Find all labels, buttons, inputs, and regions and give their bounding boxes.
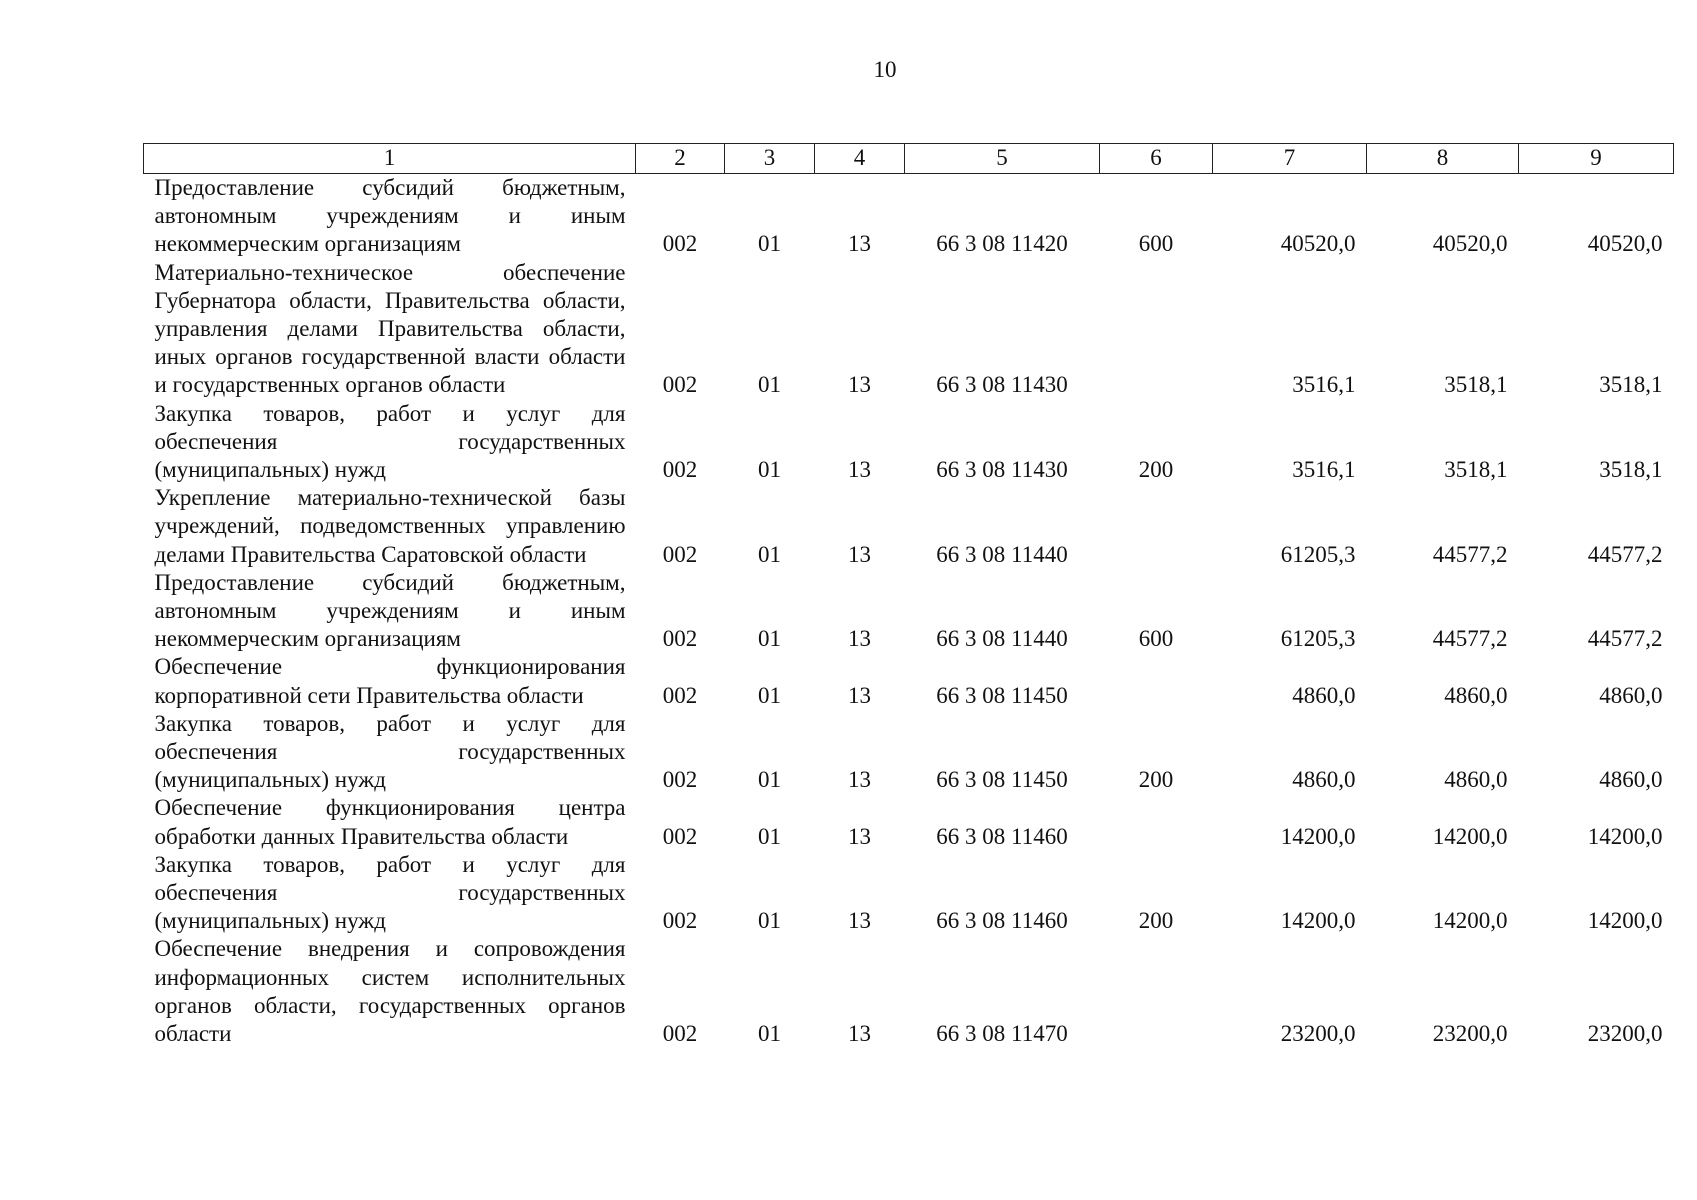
row-value-7: 3516,1 (1292, 372, 1356, 398)
row-value-7: 4860,0 (1292, 682, 1356, 708)
row-value-8: 3518,1 (1444, 372, 1508, 398)
row-section: 01 (758, 457, 781, 483)
table-row (144, 710, 1674, 795)
row-code: 002 (662, 541, 698, 567)
row-value-9: 44577,2 (1587, 541, 1663, 567)
row-name: Обеспечение внедрения и сопровождения информационных систем исполнительных органов области, государственных органов области (154, 936, 626, 1047)
row-name: Закупка товаров, работ и услуг для обеспечения государственных (муниципальных) нужд (154, 400, 626, 483)
row-subsection: 13 (848, 372, 871, 398)
row-value-7: 14200,0 (1280, 823, 1356, 849)
row-value-7: 40520,0 (1280, 231, 1356, 257)
row-section: 01 (758, 1021, 781, 1047)
row-name: Обеспечение функционирования центра обработки данных Правительства области (154, 795, 626, 849)
row-target: 66 3 08 11420 (936, 231, 1068, 257)
row-name: Закупка товаров, работ и услуг для обеспечения государственных (муниципальных) нужд (154, 710, 626, 793)
row-value-7: 61205,3 (1280, 541, 1356, 567)
row-type: 600 (1138, 626, 1174, 652)
row-subsection: 13 (848, 823, 871, 849)
table-row (144, 259, 1674, 400)
table-row (144, 174, 1674, 259)
row-value-9: 40520,0 (1587, 231, 1663, 257)
row-subsection: 13 (848, 682, 871, 708)
row-name: Укрепление материально-технической базы учреждений, подведомственных управлению делами Правительства Саратовской области (154, 485, 626, 567)
row-name: Закупка товаров, работ и услуг для обеспечения государственных (муниципальных) нужд (154, 851, 626, 934)
page-number: 10 (873, 57, 897, 82)
column-header: 4 (815, 144, 905, 174)
row-type (1100, 484, 1213, 569)
row-section: 01 (758, 541, 781, 567)
row-value-9: 14200,0 (1587, 908, 1663, 934)
row-section: 01 (758, 372, 781, 398)
row-value-8: 4860,0 (1444, 682, 1508, 708)
row-code: 002 (662, 823, 698, 849)
row-section: 01 (758, 823, 781, 849)
table-row (144, 935, 1674, 1048)
row-type: 600 (1138, 231, 1174, 257)
row-target: 66 3 08 11440 (936, 541, 1068, 567)
row-type: 200 (1138, 767, 1174, 793)
column-number-header (144, 144, 1674, 174)
row-value-9: 4860,0 (1599, 767, 1663, 793)
row-value-8: 40520,0 (1432, 231, 1508, 257)
row-type (1100, 259, 1213, 400)
row-name: Обеспечение функционирования корпоративной сети Правительства области (154, 654, 626, 708)
row-type (1100, 935, 1213, 1048)
row-value-9: 4860,0 (1599, 682, 1663, 708)
column-header: 7 (1213, 144, 1367, 174)
row-type (1100, 794, 1213, 850)
table-row (144, 400, 1674, 485)
row-target: 66 3 08 11430 (936, 457, 1068, 483)
row-code: 002 (662, 767, 698, 793)
row-value-7: 61205,3 (1280, 626, 1356, 652)
budget-table (143, 143, 1674, 1048)
row-subsection: 13 (848, 457, 871, 483)
row-value-7: 23200,0 (1280, 1021, 1356, 1047)
column-header: 3 (725, 144, 815, 174)
row-section: 01 (758, 231, 781, 257)
row-code: 002 (662, 372, 698, 398)
row-value-9: 3518,1 (1599, 457, 1663, 483)
row-name: Предоставление субсидий бюджетным, автономным учреждениям и иным некоммерческим организациям (154, 569, 626, 652)
row-name: Материально-техническое обеспечение Губернатора области, Правительства области, управления делами Правительства области, иных органов государственной власти области и государственных органов области (154, 259, 626, 398)
row-value-8: 23200,0 (1432, 1021, 1508, 1047)
row-subsection: 13 (848, 626, 871, 652)
row-value-8: 14200,0 (1432, 908, 1508, 934)
table-row (144, 653, 1674, 709)
column-header: 1 (144, 144, 636, 174)
row-subsection: 13 (848, 231, 871, 257)
row-code: 002 (662, 457, 698, 483)
row-target: 66 3 08 11470 (936, 1021, 1068, 1047)
row-value-9: 44577,2 (1587, 626, 1663, 652)
row-target: 66 3 08 11450 (936, 682, 1068, 708)
row-target: 66 3 08 11460 (936, 823, 1068, 849)
table-row (144, 794, 1674, 850)
row-target: 66 3 08 11440 (936, 626, 1068, 652)
row-target: 66 3 08 11450 (936, 767, 1068, 793)
row-section: 01 (758, 767, 781, 793)
row-section: 01 (758, 626, 781, 652)
row-value-8: 3518,1 (1444, 457, 1508, 483)
row-subsection: 13 (848, 1021, 871, 1047)
row-value-8: 44577,2 (1432, 626, 1508, 652)
row-type (1100, 653, 1213, 709)
row-code: 002 (662, 626, 698, 652)
row-value-9: 14200,0 (1587, 823, 1663, 849)
table-row (144, 851, 1674, 936)
row-section: 01 (758, 682, 781, 708)
row-section: 01 (758, 908, 781, 934)
row-type: 200 (1138, 908, 1174, 934)
column-header: 8 (1367, 144, 1519, 174)
row-target: 66 3 08 11430 (936, 372, 1068, 398)
column-header: 5 (905, 144, 1100, 174)
row-value-8: 44577,2 (1432, 541, 1508, 567)
row-subsection: 13 (848, 908, 871, 934)
row-type: 200 (1138, 457, 1174, 483)
row-subsection: 13 (848, 541, 871, 567)
row-subsection: 13 (848, 767, 871, 793)
column-header: 2 (636, 144, 725, 174)
row-value-7: 4860,0 (1292, 767, 1356, 793)
row-code: 002 (662, 908, 698, 934)
row-code: 002 (662, 1021, 698, 1047)
table-row (144, 569, 1674, 654)
row-value-9: 3518,1 (1599, 372, 1663, 398)
row-code: 002 (662, 231, 698, 257)
row-code: 002 (662, 682, 698, 708)
row-value-9: 23200,0 (1587, 1021, 1663, 1047)
row-value-7: 14200,0 (1280, 908, 1356, 934)
column-header: 6 (1100, 144, 1213, 174)
table-row (144, 484, 1674, 569)
column-header: 9 (1519, 144, 1674, 174)
row-value-8: 14200,0 (1432, 823, 1508, 849)
row-value-8: 4860,0 (1444, 767, 1508, 793)
row-name: Предоставление субсидий бюджетным, автономным учреждениям и иным некоммерческим организациям (154, 175, 626, 257)
row-target: 66 3 08 11460 (936, 908, 1068, 934)
row-value-7: 3516,1 (1292, 457, 1356, 483)
